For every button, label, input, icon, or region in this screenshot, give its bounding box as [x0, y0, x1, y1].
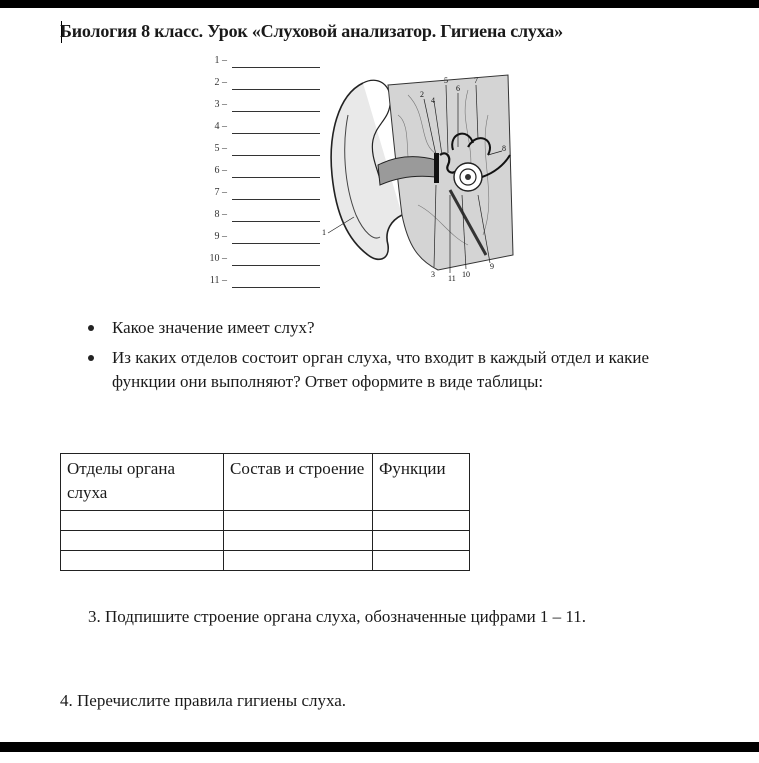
diagram-label: 11 [448, 274, 456, 283]
label-row: 6 – [205, 165, 227, 183]
bullet-item: Какое значение имеет слух? [88, 316, 688, 340]
diagram-label: 4 [431, 96, 435, 105]
diagram-label: 7 [474, 76, 478, 85]
table-header: Функции [373, 454, 470, 511]
question-bullets [88, 316, 688, 400]
table-header: Состав и строение [224, 454, 373, 511]
diagram-label: 6 [456, 84, 460, 93]
diagram-label: 8 [502, 144, 506, 153]
table-header: Отделы органа слуха [61, 454, 224, 511]
label-row: 8 – [205, 209, 227, 227]
label-row: 4 – [205, 121, 227, 139]
ear-anatomy-diagram [318, 55, 518, 295]
top-black-bar [0, 0, 759, 8]
page-title: Биология 8 класс. Урок «Слуховой анализатор. Гигиена слуха» [60, 21, 563, 41]
question-3: 3. Подпишите строение органа слуха, обозначенные цифрами 1 – 11. [88, 607, 587, 626]
question-4: 4. Перечислите правила гигиены слуха. [60, 691, 347, 710]
label-row: 2 – [205, 77, 227, 95]
table-header-row [61, 454, 470, 511]
bullet-item: Из каких отделов состоит орган слуха, что входит в каждый отдел и какие функции они выполняют? Ответ оформите в виде таблицы: [88, 346, 688, 394]
diagram-label: 2 [420, 90, 424, 99]
label-row: 10 – [205, 253, 227, 271]
answer-table [60, 453, 470, 571]
bullet-dot-icon [88, 325, 94, 331]
answer-note: Ответ оформите в виде таблицы: [304, 372, 544, 391]
label-row: 3 – [205, 99, 227, 117]
diagram-label: 5 [444, 76, 448, 85]
table-row [61, 531, 470, 551]
table-row [61, 511, 470, 531]
diagram-label: 3 [431, 270, 435, 279]
table-row [61, 551, 470, 571]
label-row: 5 – [205, 143, 227, 161]
worksheet-page [0, 8, 759, 742]
bottom-black-bar [0, 742, 759, 752]
label-row: 7 – [205, 187, 227, 205]
diagram-label: 10 [462, 270, 470, 279]
label-row: 1 – [205, 55, 227, 73]
label-row: 9 – [205, 231, 227, 249]
bullet-dot-icon [88, 355, 94, 361]
label-row: 11 – [205, 275, 227, 293]
diagram-label: 9 [490, 262, 494, 271]
diagram-label: 1 [322, 228, 326, 237]
